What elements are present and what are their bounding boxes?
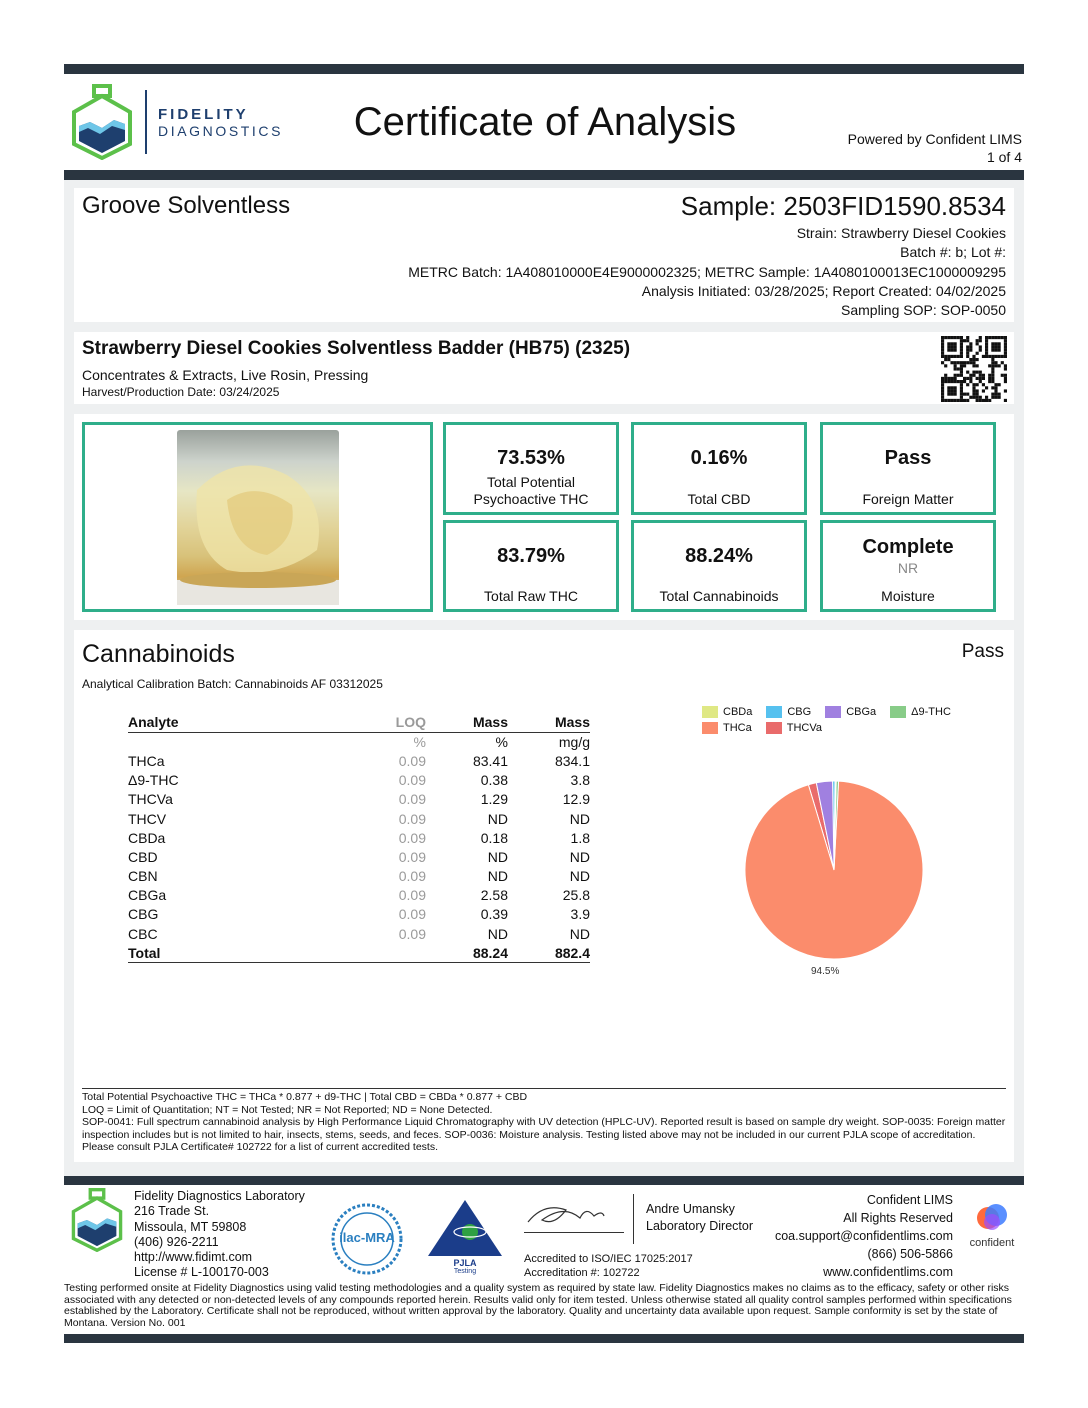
tile-total-thc-value: 73.53% — [497, 447, 565, 469]
legend-swatch — [702, 722, 718, 734]
signature-line — [524, 1232, 624, 1233]
cell-loq: 0.09 — [398, 752, 426, 769]
cell-analyte: THCV — [128, 810, 167, 827]
cell-loq: 0.09 — [398, 772, 426, 789]
table-row — [128, 886, 590, 905]
units-analyte — [128, 732, 308, 751]
table-row — [128, 847, 590, 866]
cell-loq: 0.09 — [398, 848, 426, 865]
lims-email[interactable]: coa.support@confidentlims.com — [774, 1229, 953, 1243]
tile-total-raw-thc-label: Total Raw THC — [484, 588, 578, 604]
tile-moisture-label: Moisture — [881, 588, 935, 604]
batch: Batch #: b; Lot #: — [900, 244, 1006, 261]
cell-mass-pct: ND — [487, 925, 508, 942]
total-analyte: Total — [128, 944, 161, 961]
lab-phone: (406) 926-2211 — [134, 1234, 219, 1249]
lab-address1: 216 Trade St. — [134, 1204, 210, 1219]
signer-title: Laboratory Director — [646, 1219, 753, 1233]
legend-item[interactable] — [890, 706, 951, 718]
cell-loq: 0.09 — [398, 791, 426, 808]
cell-mass-mg: 3.9 — [570, 906, 590, 923]
cell-loq: 0.09 — [398, 868, 426, 885]
legend-item[interactable] — [702, 722, 752, 734]
qr-code-icon — [941, 336, 1007, 402]
legend-label: CBG — [787, 706, 812, 718]
dates: Analysis Initiated: 03/28/2025; Report Created: 04/02/2025 — [641, 282, 1006, 299]
header-analyte: Analyte — [128, 714, 179, 731]
cell-mass-mg: 3.8 — [570, 772, 590, 789]
cell-analyte: CBC — [128, 925, 158, 942]
top-bar — [64, 64, 1024, 74]
cell-loq: 0.09 — [398, 810, 426, 827]
notes — [82, 1091, 1006, 1154]
tile-foreign-matter — [820, 422, 996, 515]
cell-mass-mg: ND — [569, 925, 590, 942]
cell-analyte: THCa — [128, 752, 165, 769]
legend-label: CBDa — [723, 706, 753, 718]
table-row — [128, 867, 590, 886]
table-total-row — [128, 943, 590, 962]
client-details — [408, 224, 1006, 320]
flask-icon — [70, 1188, 124, 1252]
cell-loq: 0.09 — [398, 925, 426, 942]
legend-item[interactable] — [702, 706, 752, 718]
cell-analyte: CBGa — [128, 887, 167, 904]
cell-mass-pct: ND — [487, 848, 508, 865]
legend-swatch — [825, 706, 841, 718]
cell-analyte: THCVa — [128, 791, 173, 808]
cannabinoid-pie-chart — [734, 770, 934, 980]
pie-slice-label: 94.5% — [811, 966, 840, 977]
footer-fidelity-logo — [70, 1188, 124, 1257]
cell-analyte: CBDa — [128, 829, 166, 846]
logo-line1: FIDELITY — [158, 106, 249, 123]
legend-swatch — [890, 706, 906, 718]
tile-total-thc-label-line2: Psychoactive THC — [473, 491, 589, 507]
legend-swatch — [766, 722, 782, 734]
client-name: Groove Solventless — [82, 192, 291, 219]
header-mass-pct: Mass — [472, 714, 508, 731]
notes-line1: Total Potential Psychoactive THC = THCa * 0.877 + d9-THC | Total CBD = CBDa * 0.877 + CBD — [82, 1091, 528, 1103]
cell-mass-mg: 25.8 — [562, 887, 590, 904]
ilac-mra-logo — [330, 1202, 404, 1276]
table-header-row — [128, 713, 590, 732]
header-mass-mg: Mass — [554, 714, 590, 731]
notes-divider — [82, 1088, 1006, 1089]
tile-total-raw-thc — [443, 520, 619, 612]
page-title: Certificate of Analysis — [353, 100, 737, 144]
pjla-icon — [426, 1198, 504, 1258]
cell-mass-pct: 1.29 — [480, 791, 508, 808]
cell-analyte: CBN — [128, 868, 158, 885]
cell-mass-mg: 1.8 — [570, 829, 590, 846]
cell-mass-mg: 834.1 — [554, 752, 590, 769]
cell-loq: 0.09 — [398, 887, 426, 904]
client-panel — [74, 188, 1014, 322]
product-name: Strawberry Diesel Cookies Solventless Badder (HB75) (2325) — [82, 338, 631, 359]
units-mass-mg: mg/g — [558, 734, 590, 751]
cell-mass-pct: 83.41 — [472, 752, 508, 769]
bottom-bar — [64, 1334, 1024, 1343]
legend-label: THCVa — [786, 722, 822, 734]
sampling-sop: Sampling SOP: SOP-0050 — [841, 302, 1006, 319]
tile-total-thc-label-line1: Total Potential — [487, 474, 575, 490]
tile-moisture-value: Complete — [862, 536, 954, 558]
cannabinoids-result: Pass — [961, 641, 1004, 662]
cell-mass-mg: ND — [569, 810, 590, 827]
confident-icon — [975, 1202, 1009, 1232]
lims-info — [775, 1191, 953, 1281]
disclaimer: Testing performed onsite at Fidelity Diagnostics using valid testing methodologies and a quality system as required by state law. Fidelity Diagnostics makes no claims as to the efficacy, safety or other risks associated with any detected or non-detected levels of any compounds reported herein. Results valid only for item tested. Unless otherwise stated all quality control samples performed within specifications established by the Laboratory. Certificate shall not be reproduced, without written approval by the laboratory. Quality and uncertainty data available upon request. Sample conformity is set by the state of Montana. Version No. 001 — [64, 1282, 1012, 1329]
cannabinoids-title: Cannabinoids — [82, 640, 235, 668]
legend-swatch — [766, 706, 782, 718]
table-row — [128, 905, 590, 924]
tile-moisture-sub: NR — [897, 560, 919, 576]
table-row — [128, 828, 590, 847]
table-row — [128, 771, 590, 790]
flask-icon — [70, 84, 134, 160]
total-loq — [308, 943, 426, 962]
cell-mass-pct: 0.38 — [480, 772, 508, 789]
summary-panel — [74, 414, 1014, 620]
accreditation — [524, 1252, 693, 1280]
ilac-text: ilac-MRA — [339, 1230, 395, 1245]
cell-analyte: CBD — [128, 848, 158, 865]
powered-by: Powered by Confident LIMS — [847, 131, 1022, 147]
total-mass-pct: 88.24 — [472, 944, 508, 961]
sample-id: Sample: 2503FID1590.8534 — [680, 191, 1006, 221]
notes-line2: LOQ = Limit of Quantitation; NT = Not Tested; NR = Not Reported; ND = None Detected. — [82, 1103, 493, 1116]
logo-text — [158, 106, 283, 139]
header-loq: LOQ — [395, 714, 426, 731]
table-row — [128, 751, 590, 770]
badder-jar-icon — [177, 430, 339, 605]
metrc: METRC Batch: 1A408010000E4E9000002325; METRC Sample: 1A4080100013EC1000009295 — [408, 263, 1006, 280]
cell-mass-mg: ND — [569, 868, 590, 885]
tile-total-thc-label — [446, 474, 616, 508]
product-category: Concentrates & Extracts, Live Rosin, Pressing — [82, 367, 369, 383]
lab-license: License # L-100170-003 — [134, 1265, 269, 1280]
tile-foreign-matter-label: Foreign Matter — [862, 491, 954, 507]
pjla-logo — [426, 1198, 504, 1278]
lab-website[interactable]: http://www.fidimt.com — [134, 1250, 253, 1265]
harvest-date: Harvest/Production Date: 03/24/2025 — [82, 385, 280, 399]
tile-total-raw-thc-value: 83.79% — [497, 545, 565, 567]
signer-name: Andre Umansky — [646, 1202, 735, 1216]
fidelity-logo — [70, 84, 134, 160]
pjla-text: PJLA — [453, 1258, 477, 1268]
cell-mass-pct: 0.18 — [480, 829, 508, 846]
tile-foreign-matter-value: Pass — [884, 447, 932, 469]
sample-photo-frame — [82, 422, 433, 612]
signature-divider — [633, 1194, 634, 1244]
chart-legend — [702, 706, 972, 734]
tile-moisture — [820, 520, 996, 612]
units-mass-pct: % — [495, 734, 508, 751]
tile-total-cannabinoids — [631, 520, 807, 612]
legend-label: CBGa — [846, 706, 877, 718]
accreditation-number: Accreditation #: 102722 — [524, 1267, 640, 1279]
legend-label: THCa — [723, 722, 752, 734]
lab-name: Fidelity Diagnostics Laboratory — [134, 1189, 305, 1203]
legend-swatch — [702, 706, 718, 718]
pjla-sub: Testing — [453, 1268, 477, 1275]
footer-bar — [64, 1176, 1024, 1185]
logo-line2: DIAGNOSTICS — [158, 123, 284, 139]
lims-phone: (866) 506-5866 — [867, 1247, 953, 1261]
cell-mass-pct: 0.39 — [480, 906, 508, 923]
lims-rights: All Rights Reserved — [843, 1211, 953, 1225]
cell-loq: 0.09 — [398, 906, 426, 923]
calibration-batch: Analytical Calibration Batch: Cannabinoids AF 03312025 — [82, 677, 383, 691]
page-number: 1 of 4 — [986, 149, 1022, 165]
signature — [524, 1196, 624, 1232]
cell-mass-mg: ND — [569, 848, 590, 865]
logo-divider — [145, 90, 147, 154]
table-row — [128, 809, 590, 828]
signature-icon — [524, 1196, 624, 1232]
sample-photo — [177, 430, 339, 605]
units-loq: % — [413, 734, 426, 751]
accredited-iso: Accredited to ISO/IEC 17025:2017 — [524, 1253, 693, 1265]
tile-total-cannabinoids-label: Total Cannabinoids — [659, 588, 779, 604]
lims-name: Confident LIMS — [866, 1193, 953, 1207]
lab-address2: Missoula, MT 59808 — [134, 1219, 247, 1234]
table-row — [128, 924, 590, 943]
notes-line3: SOP-0041: Full spectrum cannabinoid analysis by High Performance Liquid Chromatography with UV detection (HPLC-UV). Reported result is based on sample dry weight. SOP-0035: Foreign matter inspection includes but is not limited to hair, insects, stems, seeds, and feces. SOP-0036: Moisture analysis. Testing listed above may not be included in our current PJLA scope of accreditation. Please consult PJLA Certificate# 102722 for a list of current accredited tests. — [82, 1116, 1006, 1153]
legend-item[interactable] — [766, 706, 811, 718]
tile-total-cbd — [631, 422, 807, 515]
table-row — [128, 790, 590, 809]
header-bar — [64, 170, 1024, 180]
legend-item[interactable] — [766, 722, 822, 734]
product-panel — [74, 332, 1014, 404]
units-row — [128, 732, 590, 751]
signer-info — [646, 1201, 753, 1235]
tile-total-thc — [443, 422, 619, 515]
tile-total-cbd-value: 0.16% — [690, 447, 748, 469]
cell-mass-pct: ND — [487, 810, 508, 827]
cell-mass-pct: 2.58 — [480, 887, 508, 904]
cannabinoids-panel — [74, 630, 1014, 1162]
strain: Strain: Strawberry Diesel Cookies — [796, 225, 1006, 241]
cell-mass-pct: ND — [487, 868, 508, 885]
legend-label: Δ9-THC — [911, 706, 951, 718]
cannabinoids-table — [128, 713, 590, 963]
lims-website[interactable]: www.confidentlims.com — [823, 1265, 953, 1279]
total-mass-mg: 882.4 — [554, 944, 590, 961]
confident-logo — [962, 1202, 1022, 1252]
qr-code[interactable] — [941, 336, 1007, 402]
cell-analyte: CBG — [128, 906, 159, 923]
cell-analyte: Δ9-THC — [128, 772, 179, 789]
tile-total-cbd-label: Total CBD — [687, 491, 751, 507]
tile-total-cannabinoids-value: 88.24% — [685, 545, 753, 567]
cell-mass-mg: 12.9 — [562, 791, 590, 808]
confident-text: confident — [969, 1237, 1015, 1249]
legend-item[interactable] — [825, 706, 876, 718]
lab-info — [134, 1189, 305, 1281]
cell-loq: 0.09 — [398, 829, 426, 846]
